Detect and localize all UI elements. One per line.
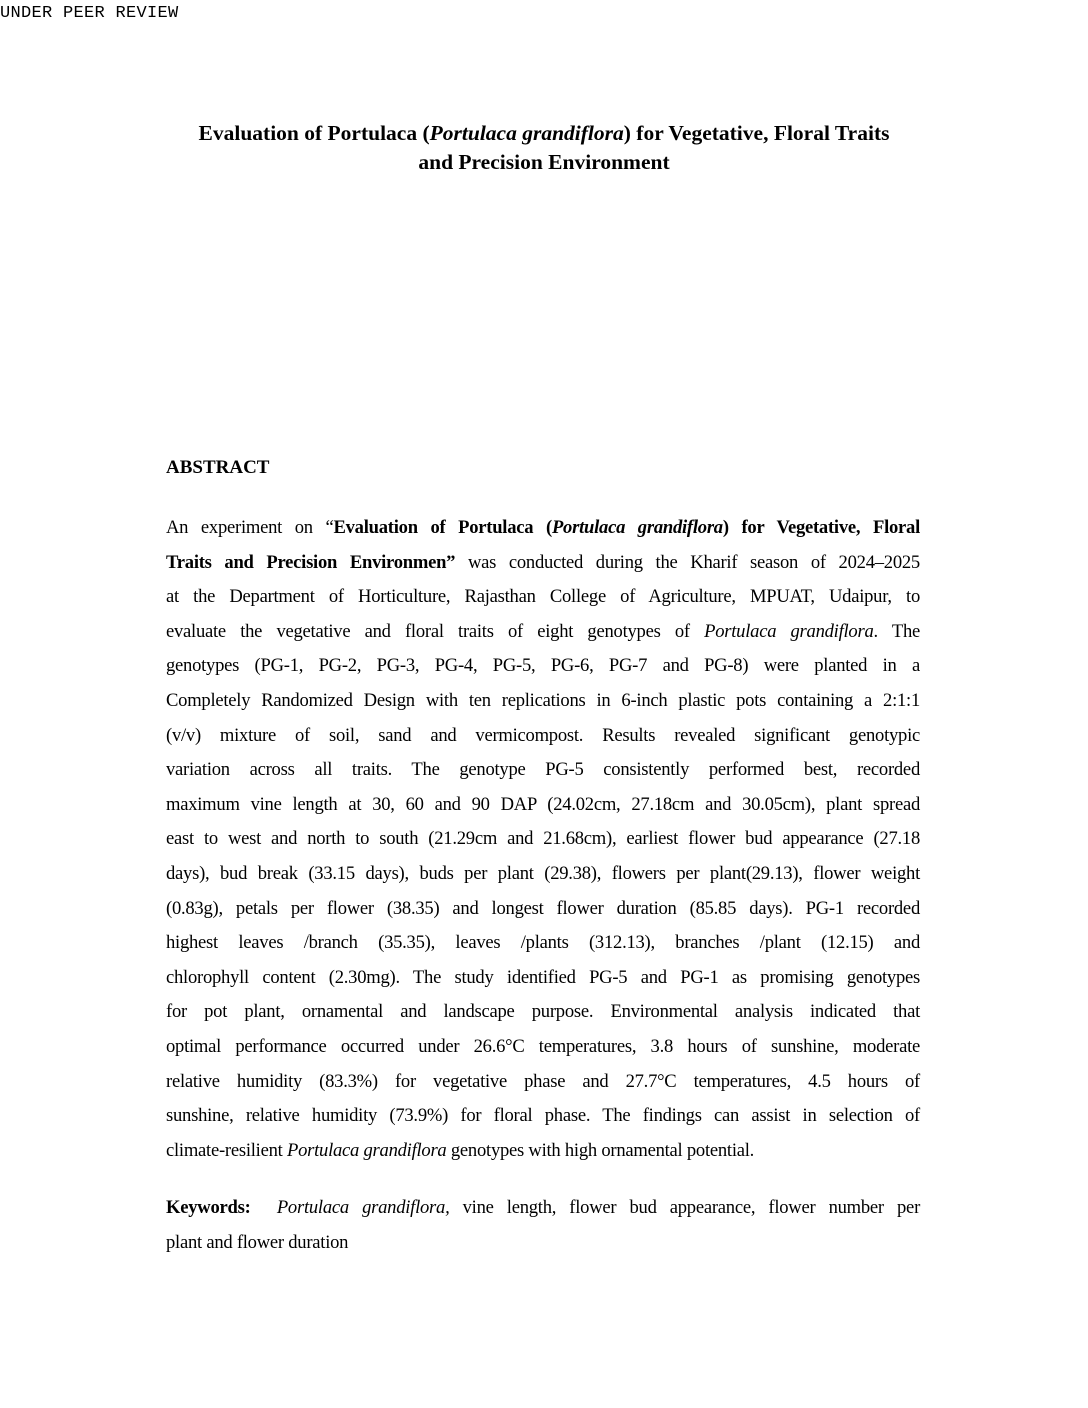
abstract-line [166, 788, 920, 823]
abstract-text: sunshine, relative humidity (73.9%) for floral phase. The findings can assist in selection of [166, 1105, 920, 1127]
keywords-text: Keywords: [166, 1197, 251, 1218]
abstract-line [166, 1065, 920, 1100]
title-text: Evaluation of Portulaca ( [198, 121, 430, 145]
abstract-text: maximum vine length at 30, 60 and 90 DAP (24.02cm, 27.18cm and 30.05cm), plant spread [166, 793, 920, 815]
abstract-text: days), bud break (33.15 days), buds per plant (29.38), flowers per plant(29.13), flower weight [166, 862, 920, 884]
abstract-text: ) for Vegetative, Floral [722, 517, 920, 538]
abstract-line [166, 684, 920, 719]
abstract-line [166, 857, 920, 892]
keywords-text: plant and flower duration [166, 1231, 349, 1253]
title-text: ) for Vegetative, Floral Traits [623, 121, 890, 145]
abstract-line [166, 753, 920, 788]
keywords-text: Portulaca grandiflora, [276, 1197, 450, 1218]
abstract-text: climate-resilient [166, 1139, 287, 1161]
abstract-text: variation across all traits. The genotype PG-5 consistently performed best, recorded [166, 759, 920, 781]
abstract-line [166, 822, 920, 857]
keywords-line [166, 1191, 920, 1226]
abstract-text: Portulaca grandiflora [551, 517, 723, 538]
abstract-line [166, 961, 920, 996]
abstract-text: east to west and north to south (21.29cm and 21.68cm), earliest flower bud appearance (27.18 [166, 828, 920, 850]
abstract-line [166, 1099, 920, 1134]
abstract-text: genotypes (PG-1, PG-2, PG-3, PG-4, PG-5, PG-6, PG-7 and PG-8) were planted in a [166, 655, 920, 677]
abstract-text: (v/v) mixture of soil, sand and vermicompost. Results revealed significant genotypic [166, 724, 920, 746]
abstract-text: Traits and Precision Environmen” [166, 551, 456, 573]
abstract-line [166, 546, 920, 581]
under-peer-review-watermark: UNDER PEER REVIEW [0, 4, 179, 23]
abstract-text: highest leaves /branch (35.35), leaves /plants (312.13), branches /plant (12.15) and [166, 932, 920, 954]
title-line-1 [150, 119, 938, 148]
title-line-2: and Precision Environment [418, 150, 670, 174]
abstract-line [166, 719, 920, 754]
abstract-line [166, 926, 920, 961]
keywords-paragraph [166, 1191, 920, 1260]
abstract-text: Portulaca grandiflora [704, 620, 874, 642]
keywords-line [166, 1226, 920, 1261]
abstract-heading: ABSTRACT [166, 457, 270, 478]
abstract-text: Evaluation of Portulaca ( [333, 517, 552, 538]
abstract-body [166, 511, 920, 1168]
abstract-text: Completely Randomized Design with ten replications in 6-inch plastic pots containing a 2:1:1 [166, 689, 920, 711]
abstract-text: evaluate the vegetative and floral traits of eight genotypes of [166, 620, 705, 642]
abstract-line [166, 615, 920, 650]
title-species-name: Portulaca grandiflora [429, 121, 624, 145]
abstract-text: chlorophyll content (2.30mg). The study identified PG-5 and PG-1 as promising genotypes [166, 966, 920, 988]
abstract-line [166, 995, 920, 1030]
abstract-line [166, 892, 920, 927]
abstract-text: at the Department of Horticulture, Rajasthan College of Agriculture, MPUAT, Udaipur, to [166, 586, 920, 608]
paper-title [150, 119, 938, 177]
abstract-line [166, 649, 920, 684]
abstract-line [166, 1030, 920, 1065]
keywords-text [251, 1197, 277, 1218]
abstract-text: relative humidity (83.3%) for vegetative phase and 27.7°C temperatures, 4.5 hours of [166, 1070, 920, 1092]
abstract-text: Portulaca grandiflora [286, 1139, 447, 1161]
abstract-line [166, 1134, 920, 1169]
abstract-line [166, 580, 920, 615]
abstract-text: (0.83g), petals per flower (38.35) and longest flower duration (85.85 days). PG-1 recorded [166, 897, 920, 919]
abstract-line [166, 511, 920, 546]
abstract-text: genotypes with high ornamental potential. [446, 1139, 755, 1161]
abstract-text: . The [873, 620, 921, 642]
abstract-text: was conducted during the Kharif season of 2024–2025 [455, 551, 920, 573]
abstract-text: An experiment on “ [166, 517, 334, 538]
keywords-text: vine length, flower bud appearance, flower number per [449, 1197, 921, 1218]
abstract-text: optimal performance occurred under 26.6°C temperatures, 3.8 hours of sunshine, moderate [166, 1035, 920, 1057]
abstract-text: for pot plant, ornamental and landscape purpose. Environmental analysis indicated that [166, 1001, 920, 1023]
